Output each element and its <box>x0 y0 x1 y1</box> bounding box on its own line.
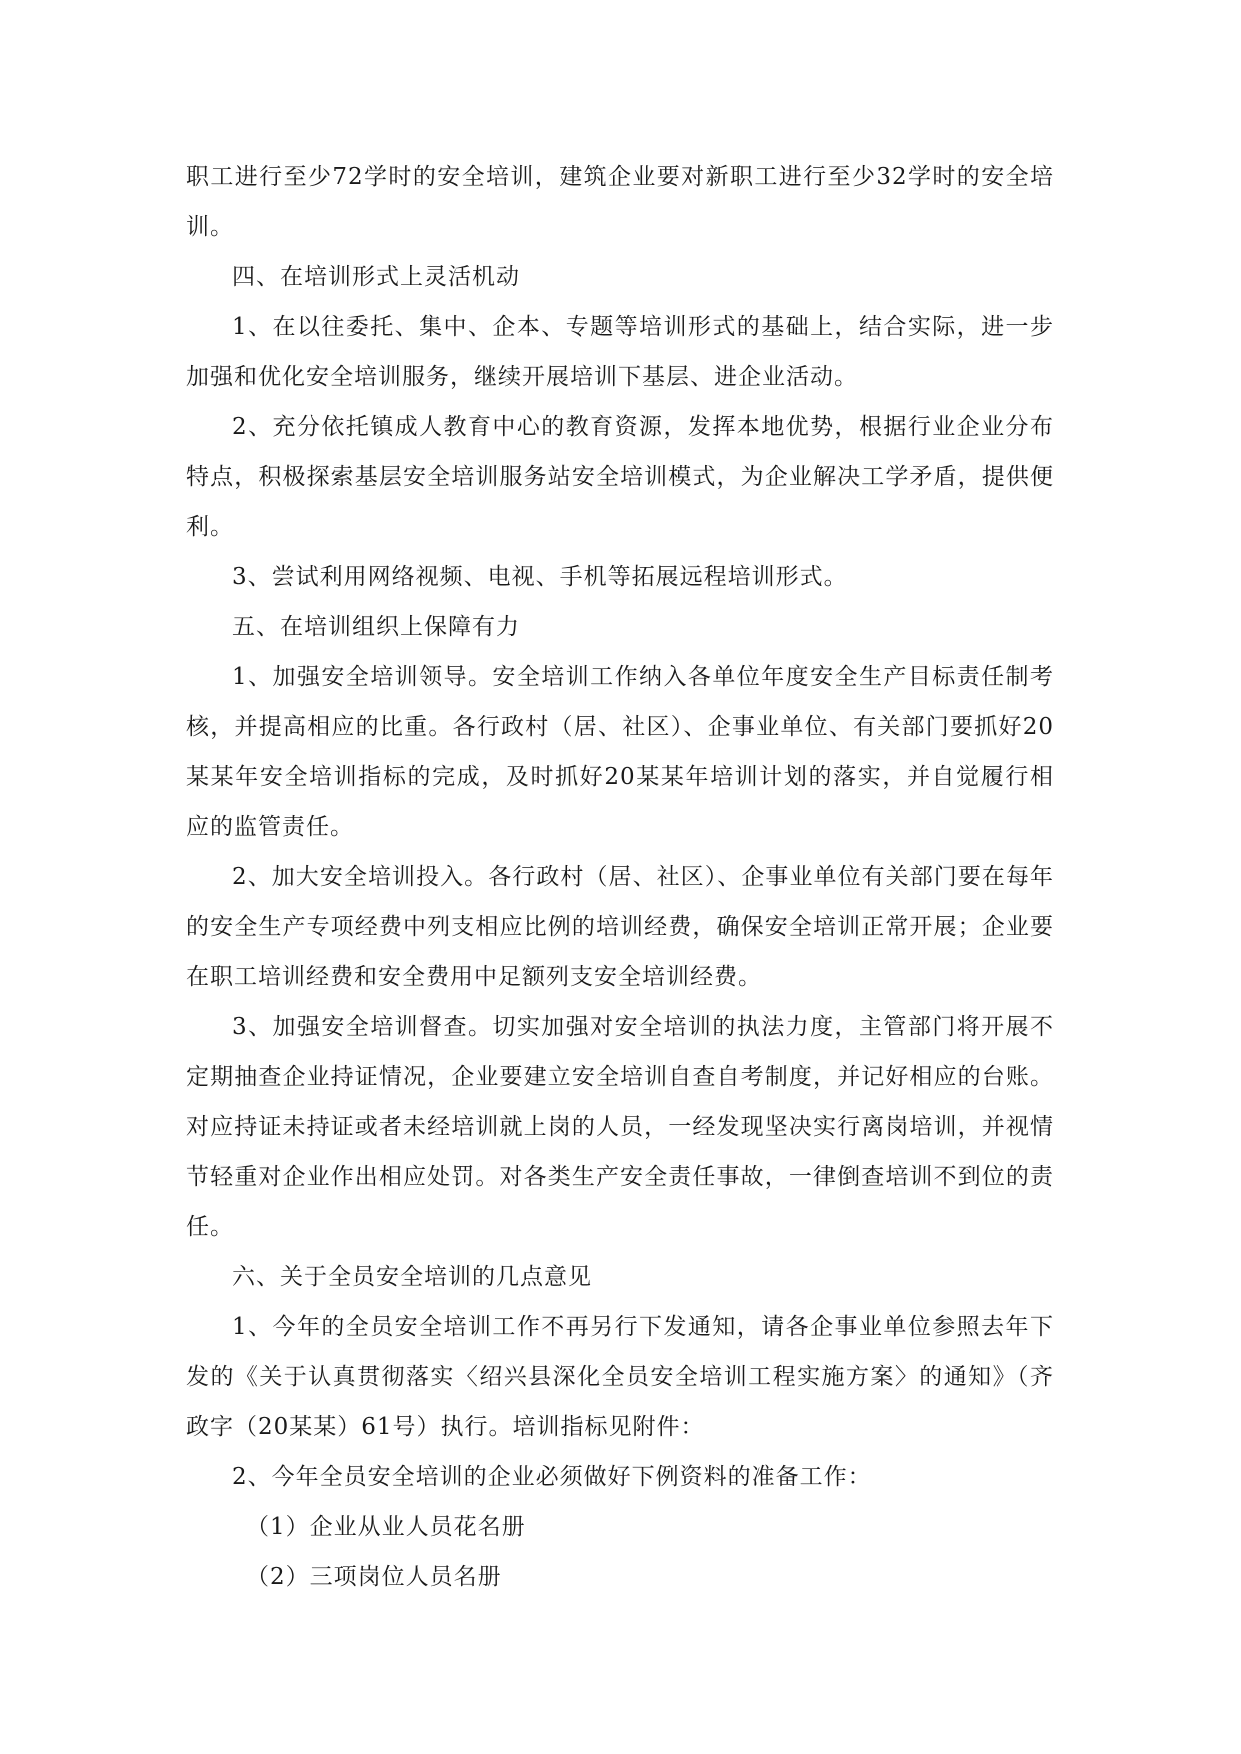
paragraph: 1、今年的全员安全培训工作不再另行下发通知，请各企事业单位参照去年下发的《关于认真贯彻落实〈绍兴县深化全员安全培训工程实施方案〉的通知》（齐政字（20某某）61号）执行。培训指标见附件： <box>186 1314 1054 1440</box>
paragraph: 3、加强安全培训督查。切实加强对安全培训的执法力度，主管部门将开展不定期抽查企业持证情况，企业要建立安全培训自查自考制度，并记好相应的台账。对应持证未持证或者未经培训就上岗的人员，一经发现坚决实行离岗培训，并视情节轻重对企业作出相应处罚。对各类生产安全责任事故，一律倒查培训不到位的责任。 <box>186 1014 1054 1240</box>
paragraph: 1、在以往委托、集中、企本、专题等培训形式的基础上，结合实际，进一步加强和优化安全培训服务，继续开展培训下基层、进企业活动。 <box>186 314 1054 390</box>
section-heading-4: 四、在培训形式上灵活机动 <box>232 264 520 290</box>
paragraph: 3、尝试利用网络视频、电视、手机等拓展远程培训形式。 <box>232 564 848 590</box>
list-item: （2）三项岗位人员名册 <box>246 1564 502 1590</box>
list-item: （1）企业从业人员花名册 <box>246 1514 526 1540</box>
paragraph-continuation: 职工进行至少72学时的安全培训，建筑企业要对新职工进行至少32学时的安全培训。 <box>186 164 1054 240</box>
paragraph: 1、加强安全培训领导。安全培训工作纳入各单位年度安全生产目标责任制考核，并提高相应的比重。各行政村（居、社区）、企事业单位、有关部门要抓好20某某年安全培训指标的完成，及时抓好20某某年培训计划的落实，并自觉履行相应的监管责任。 <box>186 664 1054 840</box>
paragraph: 2、加大安全培训投入。各行政村（居、社区）、企事业单位有关部门要在每年的安全生产专项经费中列支相应比例的培训经费，确保安全培训正常开展；企业要在职工培训经费和安全费用中足额列支安全培训经费。 <box>186 864 1054 990</box>
section-heading-6: 六、关于全员安全培训的几点意见 <box>232 1264 592 1290</box>
document-body <box>186 152 1054 1602</box>
paragraph: 2、充分依托镇成人教育中心的教育资源，发挥本地优势，根据行业企业分布特点，积极探索基层安全培训服务站安全培训模式，为企业解决工学矛盾，提供便利。 <box>186 414 1054 540</box>
section-heading-5: 五、在培训组织上保障有力 <box>232 614 520 640</box>
paragraph: 2、今年全员安全培训的企业必须做好下例资料的准备工作： <box>232 1464 872 1490</box>
